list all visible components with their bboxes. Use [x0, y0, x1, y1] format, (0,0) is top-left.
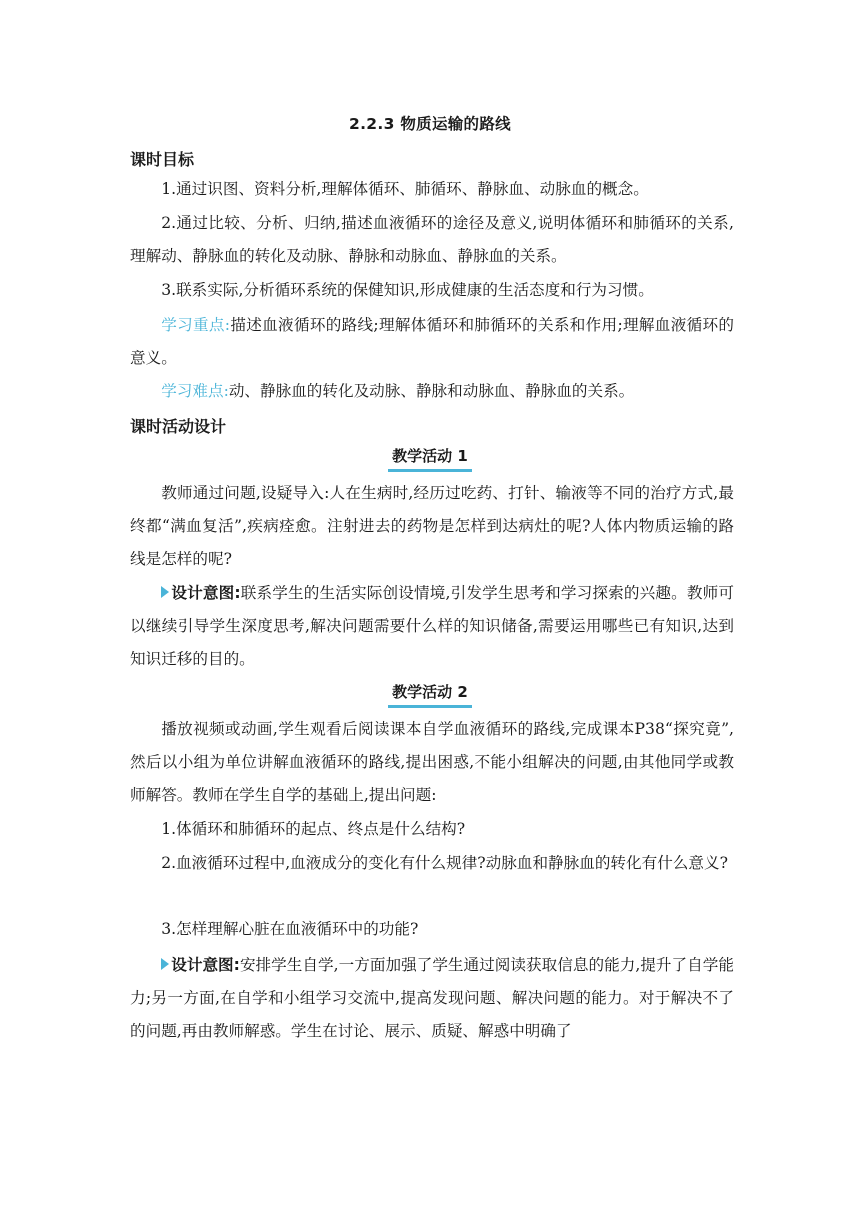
objective-item-2: 2.通过比较、分析、归纳,描述血液循环的途径及意义,说明体循环和肺循环的关系,理解动、静脉血的转化及动脉、静脉和动脉血、静脉血的关系。 [130, 214, 734, 265]
key-points-text: 描述血液循环的路线;理解体循环和肺循环的关系和作用;理解血液循环的意义。 [130, 316, 734, 367]
objective-item-1: 1.通过识图、资料分析,理解体循环、肺循环、静脉血、动脉血的概念。 [161, 180, 649, 198]
activity-2-intent [130, 949, 734, 1048]
difficulty-text: 动、静脉血的转化及动脉、静脉和动脉血、静脉血的关系。 [228, 382, 635, 400]
key-points-label: 学习重点: [161, 316, 231, 334]
difficulty-label: 学习难点: [161, 382, 229, 400]
question-1: 1.体循环和肺循环的起点、终点是什么结构? [161, 820, 466, 838]
activity-1-badge [0, 445, 860, 472]
section-heading-objectives: 课时目标 [130, 150, 195, 169]
activity-1-text: 教师通过问题,设疑导入:人在生病时,经历过吃药、打针、输液等不同的治疗方式,最终都“满血复活”,疾病痊愈。注射进去的药物是怎样到达病灶的呢?人体内物质运输的路线是怎样的呢? [130, 484, 734, 568]
key-points-paragraph [130, 309, 734, 375]
page-title: 2.2.3 物质运输的路线 [349, 115, 511, 133]
activity-1-intent-label: 设计意图: [171, 584, 241, 602]
question-3: 3.怎样理解心脏在血液循环中的功能? [161, 920, 419, 938]
activity-1-intent-text: 联系学生的生活实际创设情境,引发学生思考和学习探索的兴趣。教师可以继续引导学生深度思考,解决问题需要什么样的知识储备,需要运用哪些已有知识,达到知识迁移的目的。 [130, 584, 734, 668]
question-2: 2.血液循环过程中,血液成分的变化有什么规律?动脉血和静脉血的转化有什么意义? [161, 854, 728, 872]
activity-1-intent [130, 577, 734, 676]
section-heading-design: 课时活动设计 [130, 417, 227, 436]
activity-2-text: 播放视频或动画,学生观看后阅读课本自学血液循环的路线,完成课本P38“探究竟”,然后以小组为单位讲解血液循环的路线,提出困惑,不能小组解决的问题,由其他同学或教师解答。教师在学生自学的基础上,提出问题: [130, 720, 734, 804]
activity-1-badge-label: 教学活动 1 [388, 445, 472, 472]
activity-2-badge-label: 教学活动 2 [388, 681, 472, 708]
activity-2-badge [0, 681, 860, 708]
right-triangle-icon [161, 958, 169, 970]
objective-item-3: 3.联系实际,分析循环系统的保健知识,形成健康的生活态度和行为习惯。 [161, 281, 654, 299]
difficulty-paragraph [130, 375, 734, 408]
activity-2-intent-label: 设计意图: [171, 956, 240, 974]
right-triangle-icon [161, 586, 169, 598]
activity-2-intent-text: 安排学生自学,一方面加强了学生通过阅读获取信息的能力,提升了自学能力;另一方面,在自学和小组学习交流中,提高发现问题、解决问题的能力。对于解决不了的问题,再由教师解惑。学生在讨论、展示、质疑、解惑中明确了 [130, 956, 734, 1040]
